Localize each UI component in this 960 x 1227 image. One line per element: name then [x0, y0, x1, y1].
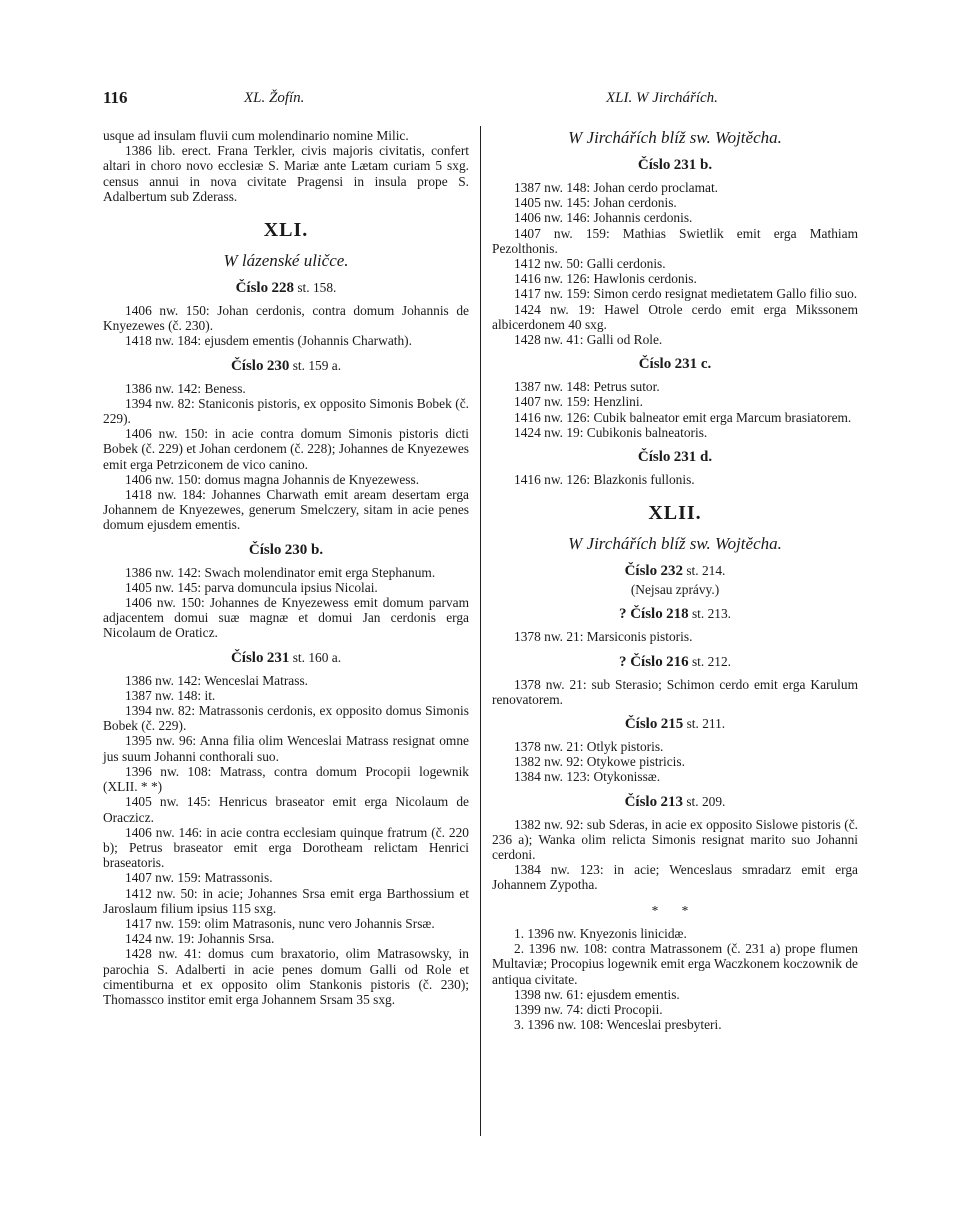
entry-text: 1394 nw. 82: Staniconis pistoris, ex opposito Simonis Bobek (č. 229).: [103, 395, 469, 427]
note-entry: 3. 1396 nw. 108: Wenceslai presbyteri.: [514, 1017, 722, 1033]
entry-text: 1424 nw. 19: Cubikonis balneatoris.: [514, 424, 708, 440]
house-block: [103, 650, 469, 1007]
house-heading: [492, 654, 858, 670]
entry-text: 1406 nw. 150: Johannes de Knyezewess emit domum parvam adjacentem domui suæ magnæ et domui Jan cerdonis erga Nicolaum de Oraticz.: [103, 595, 469, 641]
left-running-title: XL. Žofín.: [244, 90, 305, 106]
entry-text: 1384 nw. 123: Otykonissæ.: [514, 769, 661, 785]
entry-text: 1405 nw. 145: Henricus braseator emit erga Nicolaum de Oraczicz.: [103, 794, 469, 825]
entry-text: 1396 nw. 108: Matrass, contra domum Procopii logewnik (XLII. * *): [103, 763, 469, 795]
house-heading: [492, 563, 858, 579]
entry-text: 1412 nw. 50: in acie; Johannes Srsa emit erga Barthossium et Jaroslaum filium ipsius 115 sxg.: [103, 885, 469, 916]
note-entry: 2. 1396 nw. 108: contra Matrassonem (č. 231 a) prope flumen Multaviæ; Procopius logewnik emit erga Waczkonem koczownik de antiqua civitate.: [492, 941, 858, 987]
house-block: [103, 542, 469, 641]
house-old-number: st. 158.: [297, 280, 337, 296]
house-old-number: st. 212.: [691, 653, 732, 669]
house-number: 228: [271, 280, 294, 297]
house-heading: [492, 356, 858, 372]
house-heading-prefix: Číslo: [230, 649, 264, 666]
house-block: [492, 449, 858, 487]
street-title: W lázenské uličce.: [223, 251, 349, 271]
house-heading-prefix: Číslo: [637, 157, 671, 173]
entry-text: 1416 nw. 126: Hawlonis cerdonis.: [514, 271, 697, 287]
house-heading-prefix: Číslo: [638, 356, 672, 373]
house-heading: [492, 716, 858, 732]
entry-text: 1387 nw. 148: it.: [125, 687, 216, 703]
house-block: [103, 280, 469, 349]
left-column: [103, 128, 469, 1007]
house-heading: [103, 650, 469, 666]
house-number: 215: [660, 716, 684, 733]
house-heading-prefix: Číslo: [235, 280, 269, 297]
column-divider: [480, 126, 481, 1136]
house-block: [492, 356, 858, 440]
entry-text: 1428 nw. 41: Galli od Role.: [514, 332, 663, 348]
house-heading: [103, 280, 469, 296]
house-block: [492, 563, 858, 597]
entry-text: 1418 nw. 184: ejusdem ementis (Johannis Charwath).: [125, 333, 412, 349]
house-heading-prefix: Číslo: [624, 563, 658, 580]
house-number: 231 b.: [673, 157, 713, 173]
street-title: W Jirchářích blíž sw. Wojtěcha.: [568, 128, 782, 147]
entry-text: 1387 nw. 148: Johan cerdo proclamat.: [514, 180, 719, 195]
entry-text: 1416 nw. 126: Cubik balneator emit erga Marcum brasiatorem.: [514, 409, 852, 425]
notes-block: [492, 926, 858, 1032]
house-block: [492, 794, 858, 893]
entry-text: 1406 nw. 150: domus magna Johannis de Knyezewess.: [125, 471, 420, 487]
house-heading-prefix: Číslo: [248, 541, 282, 558]
house-old-number: st. 160 a.: [292, 649, 342, 665]
entry-text: 1407 nw. 159: Mathias Swietlik emit erga Mathiam Pezolthonis.: [492, 225, 858, 256]
page-number: 116: [103, 88, 128, 107]
entry-text: 1424 nw. 19: Hawel Otrole cerdo emit erga Mikssonem albicerdonem 40 sxg.: [492, 301, 858, 332]
entry-text: 1395 nw. 96: Anna filia olim Wenceslai Matrass resignat omne jus suum Johanni conthorali suo.: [103, 733, 469, 764]
section-number: XLII.: [648, 502, 702, 525]
entry-text: 1384 nw. 123: in acie; Wenceslaus smradarz emit erga Johannem Zypotha.: [492, 862, 858, 893]
note-entry: 1398 nw. 61: ejusdem ementis.: [514, 986, 680, 1002]
entry-text: 1418 nw. 184: Johannes Charwath emit aream desertam erga Johannem de Knyezewes, generum Smelczery, sitam in acie penes domum ejusdem ementis.: [103, 487, 469, 533]
house-block: [492, 606, 858, 644]
house-old-number: st. 211.: [686, 716, 726, 732]
house-heading: [492, 606, 858, 622]
entry-text: 1378 nw. 21: sub Sterasio; Schimon cerdo emit erga Karulum renovatorem.: [492, 676, 858, 707]
entry-text: 1406 nw. 146: in acie contra ecclesiam quinque fratrum (č. 220 b); Petrus braseator emit erga Dorotheam relictam Henrici braseatoris.: [103, 824, 469, 871]
section-number: XLI.: [263, 219, 309, 242]
entry-text: 1424 nw. 19: Johannis Srsa.: [125, 931, 275, 947]
house-old-number: st. 209.: [686, 793, 726, 809]
entry-text: usque ad insulam fluvii cum molendinario nomine Milic.: [103, 128, 409, 143]
house-number: 231 d.: [673, 449, 713, 466]
house-number: 230: [266, 357, 290, 374]
house-number: 218: [666, 606, 689, 623]
house-number: 231 c.: [674, 356, 712, 373]
house-block: [492, 157, 858, 347]
entry-text: 1407 nw. 159: Henzlini.: [514, 394, 643, 410]
house-heading: [492, 157, 858, 173]
house-number: 231: [266, 649, 290, 666]
house-block: [492, 654, 858, 707]
house-block: [492, 716, 858, 785]
entry-text: 1412 nw. 50: Galli cerdonis.: [514, 256, 666, 272]
entry-text: 1417 nw. 159: Simon cerdo resignat medietatem Gallo filio suo.: [514, 286, 858, 302]
entry-text: 1387 nw. 148: Petrus sutor.: [514, 379, 660, 395]
street-title: W Jirchářích blíž sw. Wojtěcha.: [568, 534, 782, 554]
house-heading-prefix: ? Číslo: [618, 653, 663, 670]
entry-text: 1416 nw. 126: Blazkonis fullonis.: [514, 472, 695, 488]
section-separator: * *: [651, 902, 699, 918]
house-heading-prefix: ? Číslo: [618, 606, 663, 623]
house-heading: [103, 542, 469, 558]
house-number: 216: [666, 653, 689, 670]
entry-text: 1407 nw. 159: Matrassonis.: [125, 870, 273, 886]
house-heading: [103, 358, 469, 374]
house-heading-prefix: Číslo: [624, 793, 658, 810]
house-heading: [492, 449, 858, 465]
entry-text: 1382 nw. 92: Otykowe pistricis.: [514, 754, 685, 770]
house-heading-prefix: Číslo: [624, 716, 658, 733]
entry-text: 1406 nw. 150: in acie contra domum Simonis pistoris dicti Bobek (č. 229) et Johan cerdonem (č. 228); Johannes de Knyezewes emit erga Petrziconem de vico canino.: [103, 426, 469, 472]
entry-text: 1405 nw. 145: parva domuncula ipsius Nicolai.: [125, 579, 378, 595]
right-running-title: XLI. W Jirchářích.: [606, 90, 718, 106]
entry-text: 1406 nw. 150: Johan cerdonis, contra domum Johannis de Knyezewes (č. 230).: [103, 303, 469, 334]
entry-text: 1378 nw. 21: Marsiconis pistoris.: [514, 629, 693, 645]
house-number: 213: [660, 793, 683, 810]
house-heading: [492, 794, 858, 810]
house-old-number: st. 214.: [686, 563, 726, 579]
house-old-number: st. 213.: [691, 606, 732, 622]
entry-text: 1417 nw. 159: olim Matrasonis, nunc vero Johannis Srsæ.: [125, 915, 435, 931]
house-heading-prefix: Číslo: [637, 449, 671, 466]
entry-text: 1386 nw. 142: Wenceslai Matrass.: [125, 672, 309, 688]
entry-text: 1386 nw. 142: Swach molendinator emit erga Stephanum.: [125, 564, 436, 580]
entry-text: 1382 nw. 92: sub Sderas, in acie ex opposito Sislowe pistoris (č. 236 a); Wanka olim relicta Simonis resignat marito suo Johanni cerdoni.: [492, 816, 858, 863]
house-heading-prefix: Číslo: [230, 357, 264, 374]
entry-text: 1406 nw. 146: Johannis cerdonis.: [514, 210, 693, 226]
house-old-number: st. 159 a.: [292, 357, 342, 373]
entry-text: 1386 lib. erect. Frana Terkler, civis majoris civitatis, confert altari in choro novo ecclesiæ S. Mariæ ante Lætam curiam 5 sxg. census annui in nova civitate Pragensi in insula prope S. Adalbertum sub Zderass.: [103, 143, 469, 204]
house-number: 232: [660, 563, 683, 580]
house-note: (Nejsau zprávy.): [630, 582, 720, 598]
house-block: [103, 358, 469, 533]
right-column: [492, 128, 858, 1032]
entry-text: 1386 nw. 142: Beness.: [125, 380, 246, 396]
note-entry: 1399 nw. 74: dicti Procopii.: [514, 1001, 663, 1017]
entry-text: 1428 nw. 41: domus cum braxatorio, olim Matrasowsky, in parochia S. Adalberti in acie penes domum Galli od Role et cimentiburna et ex opposito olim Stankonis pistoris (č. 230); Thomassco institor emit erga Johannem Srsam 35 sxg.: [103, 946, 469, 1007]
entry-text: 1378 nw. 21: Otlyk pistoris.: [514, 739, 664, 755]
entry-text: 1405 nw. 145: Johan cerdonis.: [514, 195, 677, 211]
entry-text: 1394 nw. 82: Matrassonis cerdonis, ex opposito domus Simonis Bobek (č. 229).: [103, 703, 469, 734]
house-number: 230 b.: [284, 541, 324, 558]
note-entry: 1. 1396 nw. Knyezonis linicidæ.: [514, 925, 687, 941]
